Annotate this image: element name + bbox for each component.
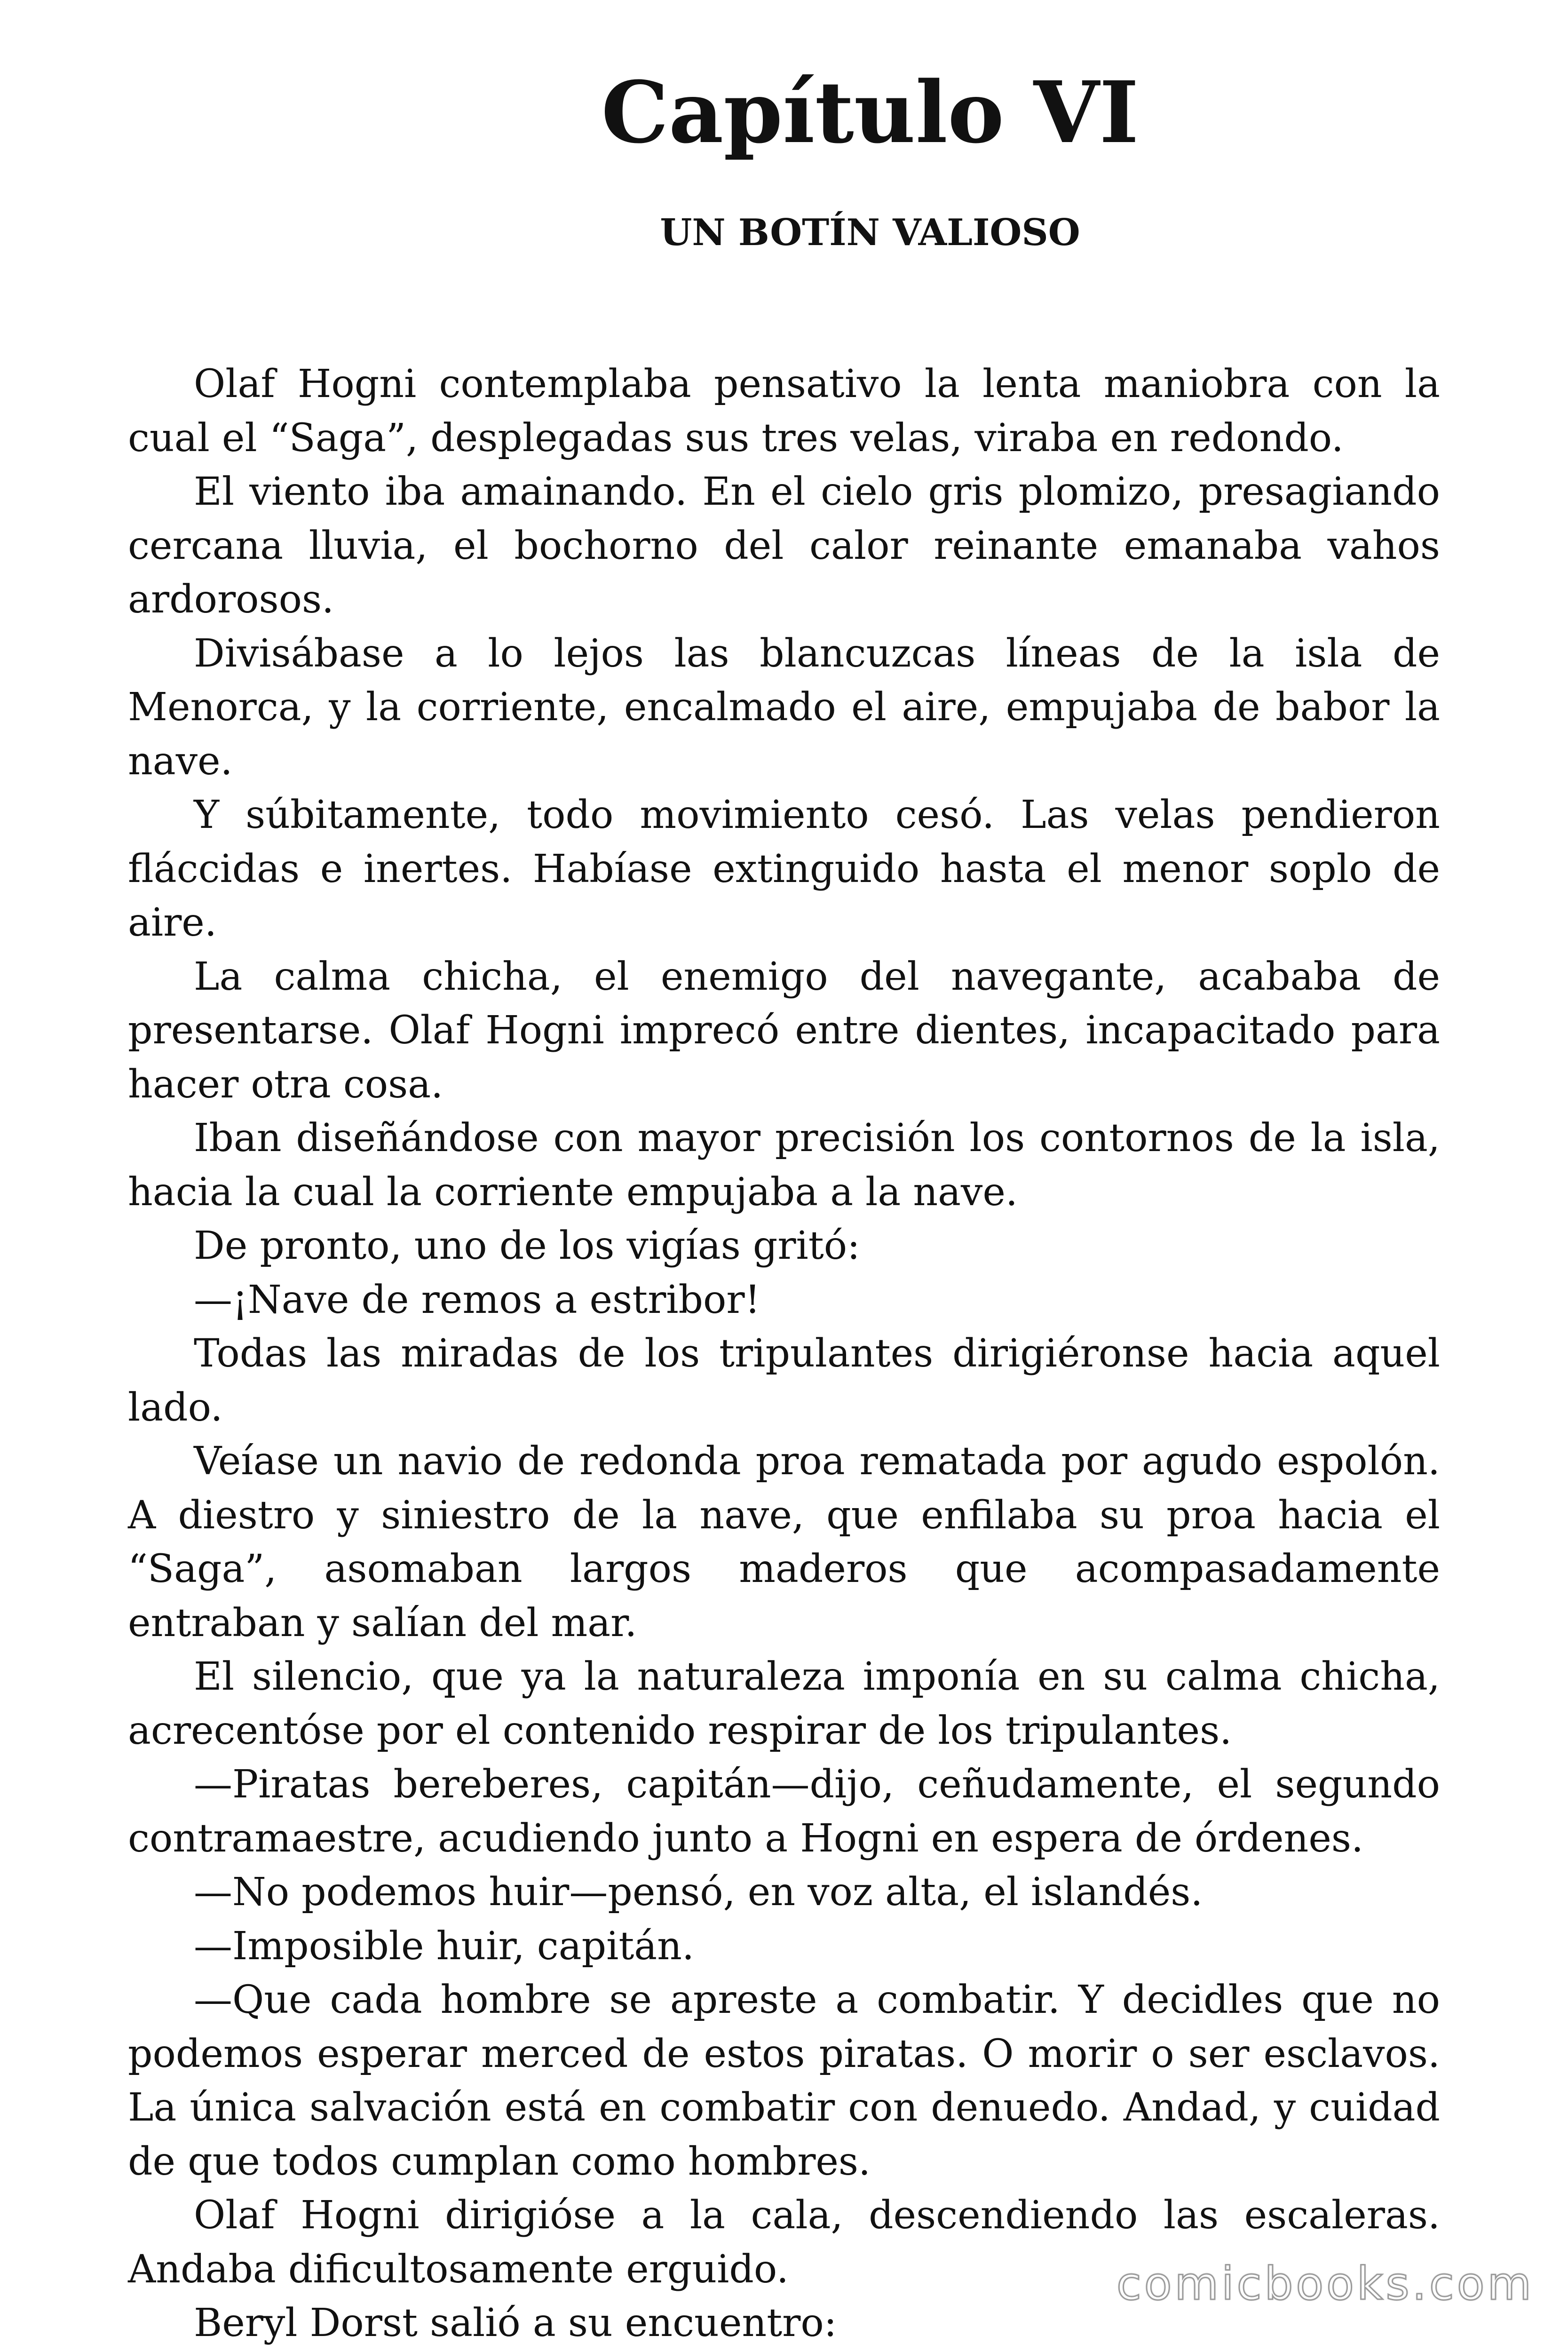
paragraph: Olaf Hogni dirigióse a la cala, descendiendo las escaleras. Andaba dificultosamente erguido. (128, 2193, 1440, 2292)
paragraph: Beryl Dorst salió a su encuentro: (194, 2301, 837, 2345)
dialogue-line: —¡Nave de remos a estribor! (194, 1277, 760, 1322)
paragraph: Olaf Hogni contemplaba pensativo la lenta maniobra con la cual el “Saga”, desplegadas sus tres velas, viraba en redondo. (128, 362, 1440, 461)
chapter-body (128, 358, 1440, 2352)
paragraph: Iban diseñándose con mayor precisión los contornos de la isla, hacia la cual la corriente empujaba a la nave. (128, 1116, 1440, 1215)
watermark: comicbooks.com (1116, 2257, 1534, 2310)
chapter-subtitle: UN BOTÍN VALIOSO (660, 211, 1080, 254)
dialogue-line: —Piratas bereberes, capitán—dijo, ceñudamente, el segundo contramaestre, acudiendo junto a Hogni en espera de órdenes. (128, 1762, 1440, 1861)
dialogue-line: —Imposible huir, capitán. (194, 1923, 695, 1969)
chapter-title: Capítulo VI (601, 63, 1139, 162)
paragraph: Divisábase a lo lejos las blancuzcas líneas de la isla de Menorca, y la corriente, encalmado el aire, empujaba de babor la nave. (128, 631, 1440, 784)
dialogue-line (128, 2351, 1440, 2352)
paragraph: La calma chicha, el enemigo del navegante, acababa de presentarse. Olaf Hogni imprecó entre dientes, incapacitado para hacer otra cosa. (128, 954, 1440, 1107)
paragraph: Veíase un navio de redonda proa rematada por agudo espolón. A diestro y siniestro de la nave, que enfilaba su proa hacia el “Saga”, asomaban largos maderos que acompasadamente entraban y salían del mar. (128, 1439, 1440, 1645)
paragraph: De pronto, uno de los vigías gritó: (194, 1224, 860, 1268)
dialogue-line: —Que cada hombre se apreste a combatir. Y decidles que no podemos esperar merced de estos piratas. O morir o ser esclavos. La única salvación está en combatir con denuedo. Andad, y cuidad de que todos cumplan como hombres. (128, 1978, 1440, 2184)
dialogue-line: —No podemos huir—pensó, en voz alta, el islandés. (194, 1870, 1203, 1915)
paragraph: Y súbitamente, todo movimiento cesó. Las velas pendieron fláccidas e inertes. Habíase extinguido hasta el menor soplo de aire. (128, 793, 1440, 945)
paragraph: Todas las miradas de los tripulantes dirigiéronse hacia aquel lado. (128, 1331, 1440, 1430)
paragraph: El silencio, que ya la naturaleza imponía en su calma chicha, acrecentóse por el contenido respirar de los tripulantes. (128, 1654, 1440, 1753)
paragraph: El viento iba amainando. En el cielo gris plomizo, presagiando cercana lluvia, el bochorno del calor reinante emanaba vahos ardorosos. (128, 469, 1440, 622)
